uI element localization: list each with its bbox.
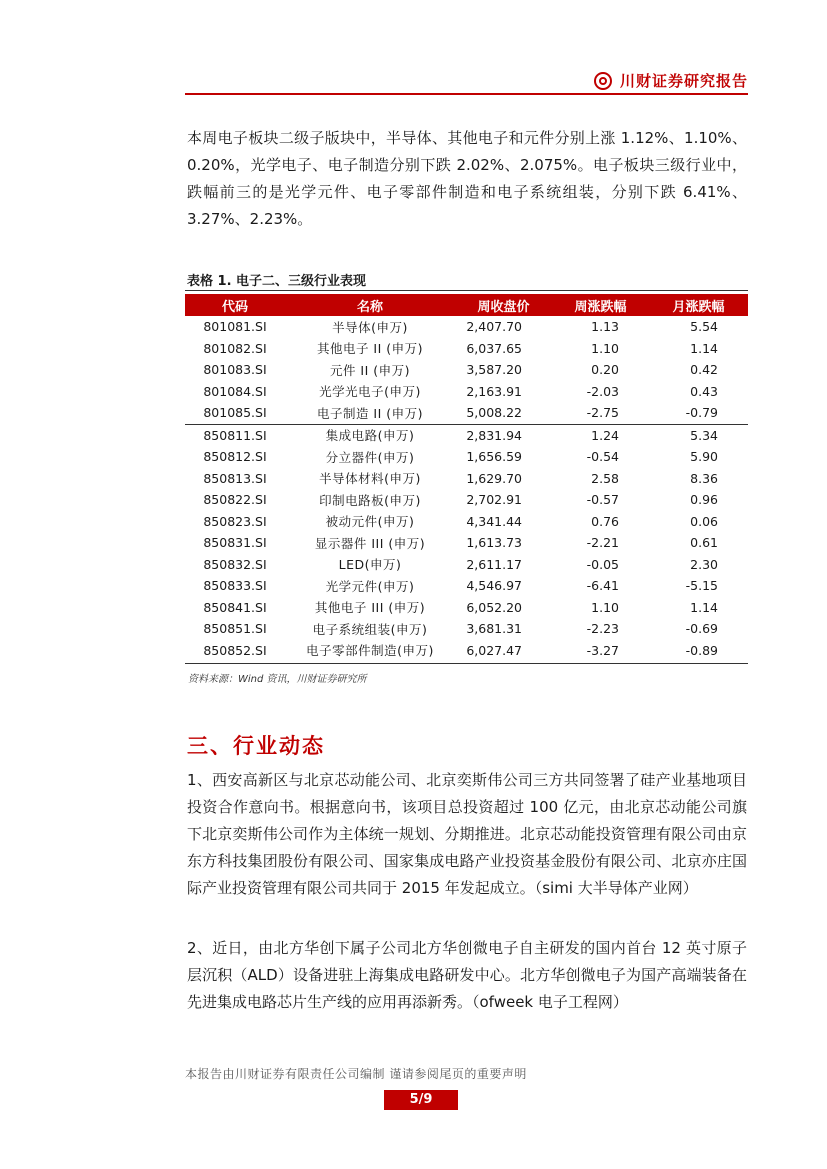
- cell-monthly: 0.43: [690, 383, 718, 399]
- cell-weekly: -6.41: [586, 578, 619, 594]
- cell-close: 4,546.97: [466, 578, 522, 594]
- table-row: [185, 359, 748, 381]
- table-bottom-rule: [185, 663, 748, 664]
- cell-monthly: 0.96: [690, 492, 718, 508]
- cell-weekly: 0.76: [591, 513, 619, 529]
- news-item: 2、近日，由北方华创下属子公司北方华创微电子自主研发的国内首台 12 英寸原子层沉积（ALD）设备进驻上海集成电路研发中心。北方华创微电子为国产高端装备在先进集成电路芯片生产线的应用再添新秀。（ofweek 电子工程网）: [187, 939, 747, 1011]
- intro-paragraph: 本周电子板块二级子版块中，半导体、其他电子和元件分别上涨 1.12%、1.10%、0.20%，光学电子、电子制造分别下跌 2.02%、2.075%。电子板块三级行业中，跌幅前三的是光学元件、电子零部件制造和电子系统组装，分别下跌 6.41%、3.27%、2.23%。: [187, 129, 747, 228]
- cell-code: 850851.SI: [203, 621, 267, 637]
- cell-name: 集成电路(申万): [285, 424, 455, 446]
- section-title: 三、行业动态: [187, 734, 325, 758]
- cell-monthly: -0.69: [685, 621, 718, 637]
- cell-weekly: -2.03: [586, 383, 619, 399]
- cell-monthly: -0.89: [685, 642, 718, 658]
- table-header-row: [185, 294, 748, 316]
- table-row: [185, 381, 748, 403]
- cell-weekly: -2.23: [586, 621, 619, 637]
- cell-name: LED(申万): [338, 557, 402, 573]
- cell-close: 2,831.94: [455, 424, 552, 446]
- cell-name: 被动元件(申万): [325, 514, 415, 530]
- table-row: [185, 338, 748, 360]
- cell-code: 850812.SI: [203, 449, 267, 465]
- cell-code: 850813.SI: [203, 470, 267, 486]
- news-item: 1、西安高新区与北京芯动能公司、北京奕斯伟公司三方共同签署了硅产业基地项目投资合作意向书。根据意向书，该项目总投资超过 100 亿元，由北京芯动能公司旗下北京奕斯伟公司作为主体统一规划、分期推进。北京芯动能投资管理有限公司由京东方科技集团股份有限公司、国家集成电路产业投资基金股份有限公司、北京亦庄国际产业投资管理有限公司共同于 2015 年发起成立。（simi 大半导体产业网）: [187, 771, 747, 897]
- table-row: [185, 402, 748, 424]
- header-rule: [185, 93, 748, 95]
- cell-monthly: 8.36: [690, 470, 718, 486]
- cell-weekly: -0.54: [586, 449, 619, 465]
- brand-name: 川财证券研究报告: [619, 72, 748, 90]
- cell-close: 6,027.47: [466, 642, 522, 658]
- page-header: [185, 66, 748, 94]
- cell-monthly: 2.30: [690, 556, 718, 572]
- cell-code: 801082.SI: [203, 340, 267, 356]
- cell-monthly: 5.90: [690, 449, 718, 465]
- cell-code: 850811.SI: [185, 424, 285, 446]
- cell-code: 850823.SI: [203, 513, 267, 529]
- col-header-code: 代码: [185, 294, 285, 316]
- cell-monthly: 5.54: [690, 319, 718, 335]
- table-row: [185, 468, 748, 490]
- cell-monthly: 1.14: [690, 340, 718, 356]
- cell-close: 3,587.20: [466, 362, 522, 378]
- cell-code: 850822.SI: [203, 492, 267, 508]
- table-row: [185, 640, 748, 662]
- cell-close: 2,702.91: [466, 492, 522, 508]
- cell-weekly: 1.24: [552, 424, 649, 446]
- cell-close: 1,629.70: [466, 470, 522, 486]
- cell-monthly: 1.14: [690, 599, 718, 615]
- cell-code: 801085.SI: [203, 405, 267, 421]
- cell-monthly: -5.15: [685, 578, 718, 594]
- cell-weekly: -3.27: [586, 642, 619, 658]
- cell-code: 850841.SI: [203, 599, 267, 615]
- cell-close: 1,656.59: [466, 449, 522, 465]
- cell-weekly: 1.10: [591, 599, 619, 615]
- cell-code: 850832.SI: [203, 556, 267, 572]
- cell-close: 2,407.70: [466, 319, 522, 335]
- table-title: 表格 1. 电子二、三级行业表现: [187, 274, 367, 289]
- cell-monthly: 5.34: [649, 424, 748, 446]
- cell-name: 光学光电子(申万): [319, 384, 421, 400]
- col-header-name: 名称: [285, 294, 455, 316]
- cell-name: 电子制造 II (申万): [316, 405, 424, 421]
- cell-close: 3,681.31: [466, 621, 522, 637]
- cell-name: 半导体(申万): [332, 319, 408, 335]
- cell-name: 电子系统组装(申万): [312, 621, 428, 637]
- cell-name: 显示器件 III (申万): [314, 535, 426, 551]
- cell-weekly: -2.75: [586, 405, 619, 421]
- table-body: [185, 316, 748, 661]
- table-row: [185, 489, 748, 511]
- cell-name: 其他电子 III (申万): [314, 600, 426, 616]
- table-row: [185, 618, 748, 640]
- cell-weekly: -2.21: [586, 535, 619, 551]
- header-brand: [594, 70, 748, 91]
- cell-weekly: 0.20: [591, 362, 619, 378]
- cell-close: 2,163.91: [466, 383, 522, 399]
- cell-name: 光学元件(申万): [325, 578, 415, 594]
- cell-code: 850831.SI: [203, 535, 267, 551]
- cell-code: 850833.SI: [203, 578, 267, 594]
- cell-name: 半导体材料(申万): [319, 471, 421, 487]
- table-row: [185, 316, 748, 338]
- table-row: [185, 532, 748, 554]
- table-top-rule: [185, 290, 748, 291]
- cell-close: 6,052.20: [466, 599, 522, 615]
- cell-name: 其他电子 II (申万): [316, 341, 424, 357]
- cell-close: 2,611.17: [466, 556, 522, 572]
- cell-code: 801081.SI: [203, 319, 267, 335]
- cell-monthly: 0.42: [690, 362, 718, 378]
- table-row: [185, 597, 748, 619]
- table-row: [185, 446, 748, 468]
- cell-code: 801083.SI: [203, 362, 267, 378]
- table-row: [185, 424, 748, 446]
- cell-code: 850852.SI: [203, 642, 267, 658]
- cell-close: 5,008.22: [466, 405, 522, 421]
- cell-close: 4,341.44: [466, 513, 522, 529]
- cell-close: 1,613.73: [466, 535, 522, 551]
- cell-monthly: 0.06: [690, 513, 718, 529]
- cell-name: 电子零部件制造(申万): [306, 643, 434, 659]
- cell-weekly: -0.57: [586, 492, 619, 508]
- cell-code: 801084.SI: [203, 383, 267, 399]
- table-source: 资料来源：Wind 资讯，川财证券研究所: [188, 674, 367, 685]
- col-header-weekly: 周涨跌幅: [552, 294, 649, 316]
- cell-weekly: 1.13: [591, 319, 619, 335]
- table-row: [185, 575, 748, 597]
- table-row: [185, 554, 748, 576]
- industry-performance-table: [185, 294, 748, 661]
- col-header-monthly: 月涨跌幅: [649, 294, 748, 316]
- table-row: [185, 511, 748, 533]
- cell-monthly: 0.61: [690, 535, 718, 551]
- cell-monthly: -0.79: [685, 405, 718, 421]
- cell-name: 印制电路板(申万): [319, 492, 421, 508]
- cell-close: 6,037.65: [466, 340, 522, 356]
- cell-name: 分立器件(申万): [325, 449, 415, 465]
- cell-name: 元件 II (申万): [329, 362, 411, 378]
- cell-weekly: 2.58: [591, 470, 619, 486]
- page-number: 5/9: [384, 1090, 458, 1110]
- footer-disclaimer: 本报告由川财证券有限责任公司编制 谨请参阅尾页的重要声明: [185, 1067, 527, 1081]
- cell-weekly: 1.10: [591, 340, 619, 356]
- chuancai-logo-icon: [594, 72, 612, 90]
- col-header-close: 周收盘价: [455, 294, 552, 316]
- cell-weekly: -0.05: [586, 556, 619, 572]
